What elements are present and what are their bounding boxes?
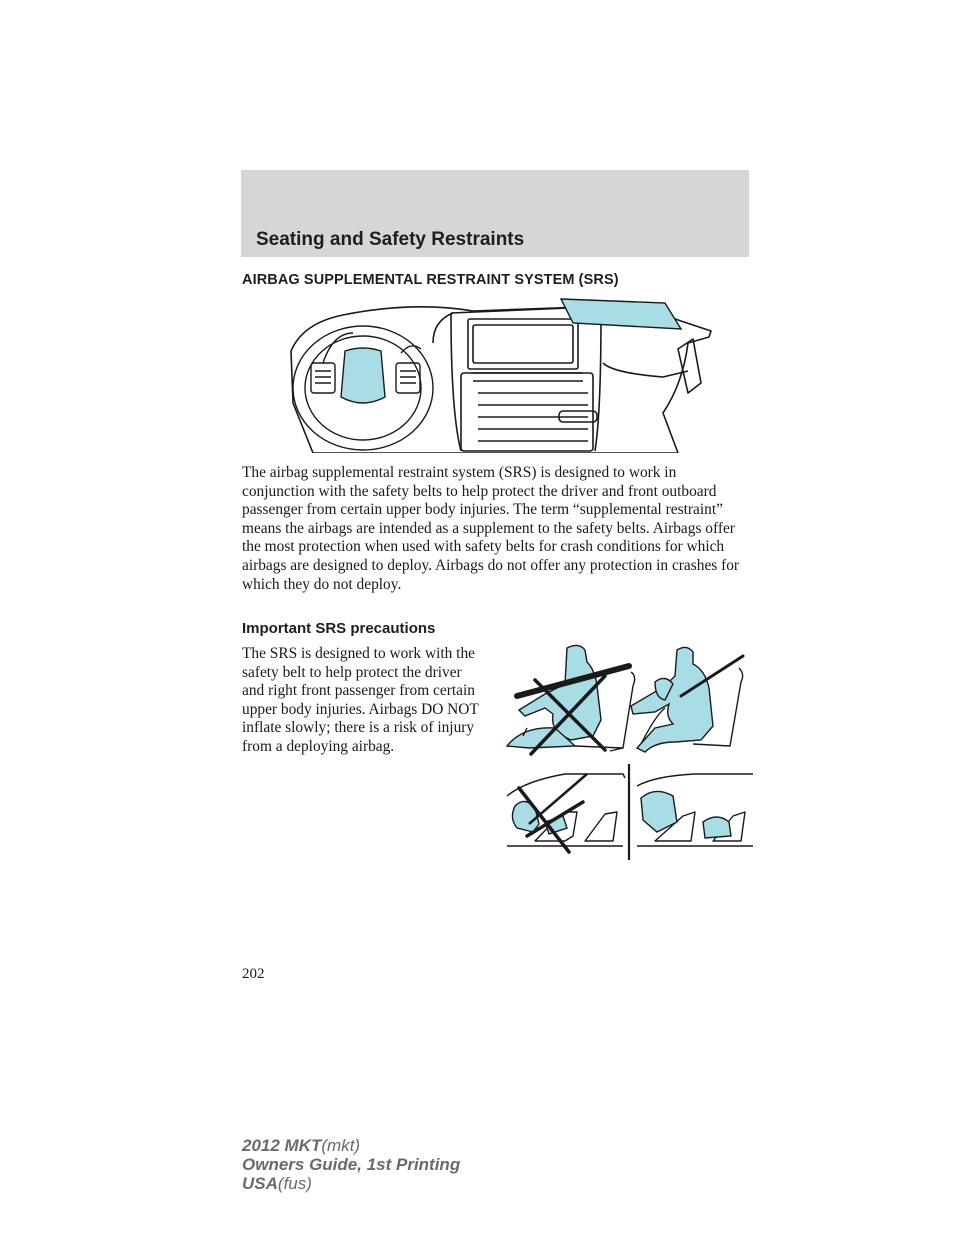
page-number: 202 (242, 966, 265, 982)
footer-line-model (242, 1136, 460, 1155)
footer-market: USA (242, 1174, 278, 1193)
footer-model: 2012 MKT (242, 1136, 322, 1155)
precautions-paragraph: The SRS is designed to work with the safety belt to help protect the driver and right front passenger from certain upper body injuries. Airbags DO NOT inflate slowly; there is a risk of injury from a deploying airbag. (242, 645, 479, 755)
page-section-title: Seating and Safety Restraints (256, 229, 525, 250)
footer-market-code: (fus) (277, 1174, 312, 1193)
occupant-position-illustration (505, 636, 755, 861)
intro-paragraph: The airbag supplemental restraint system (SRS) is designed to work in conjunction with the safety belts to help protect the driver and front outboard passenger from certain upper body injuries. The term “supplemental restraint” means the airbags are intended as a supplement to the safety belts. Airbags offer the most protection when used with safety belts for crash conditions for which airbags are designed to deploy. Airbags do not offer any protection in crashes for which they do not deploy. (242, 464, 740, 593)
dashboard-airbag-illustration (283, 293, 713, 453)
precautions-heading: Important SRS precautions (242, 620, 436, 637)
footer-line-guide: Owners Guide, 1st Printing (242, 1155, 461, 1174)
footer-model-code: (mkt) (321, 1136, 361, 1155)
footer-edition-info (242, 1136, 460, 1193)
footer-line-market (242, 1174, 460, 1193)
section-heading: AIRBAG SUPPLEMENTAL RESTRAINT SYSTEM (SRS) (242, 272, 619, 288)
